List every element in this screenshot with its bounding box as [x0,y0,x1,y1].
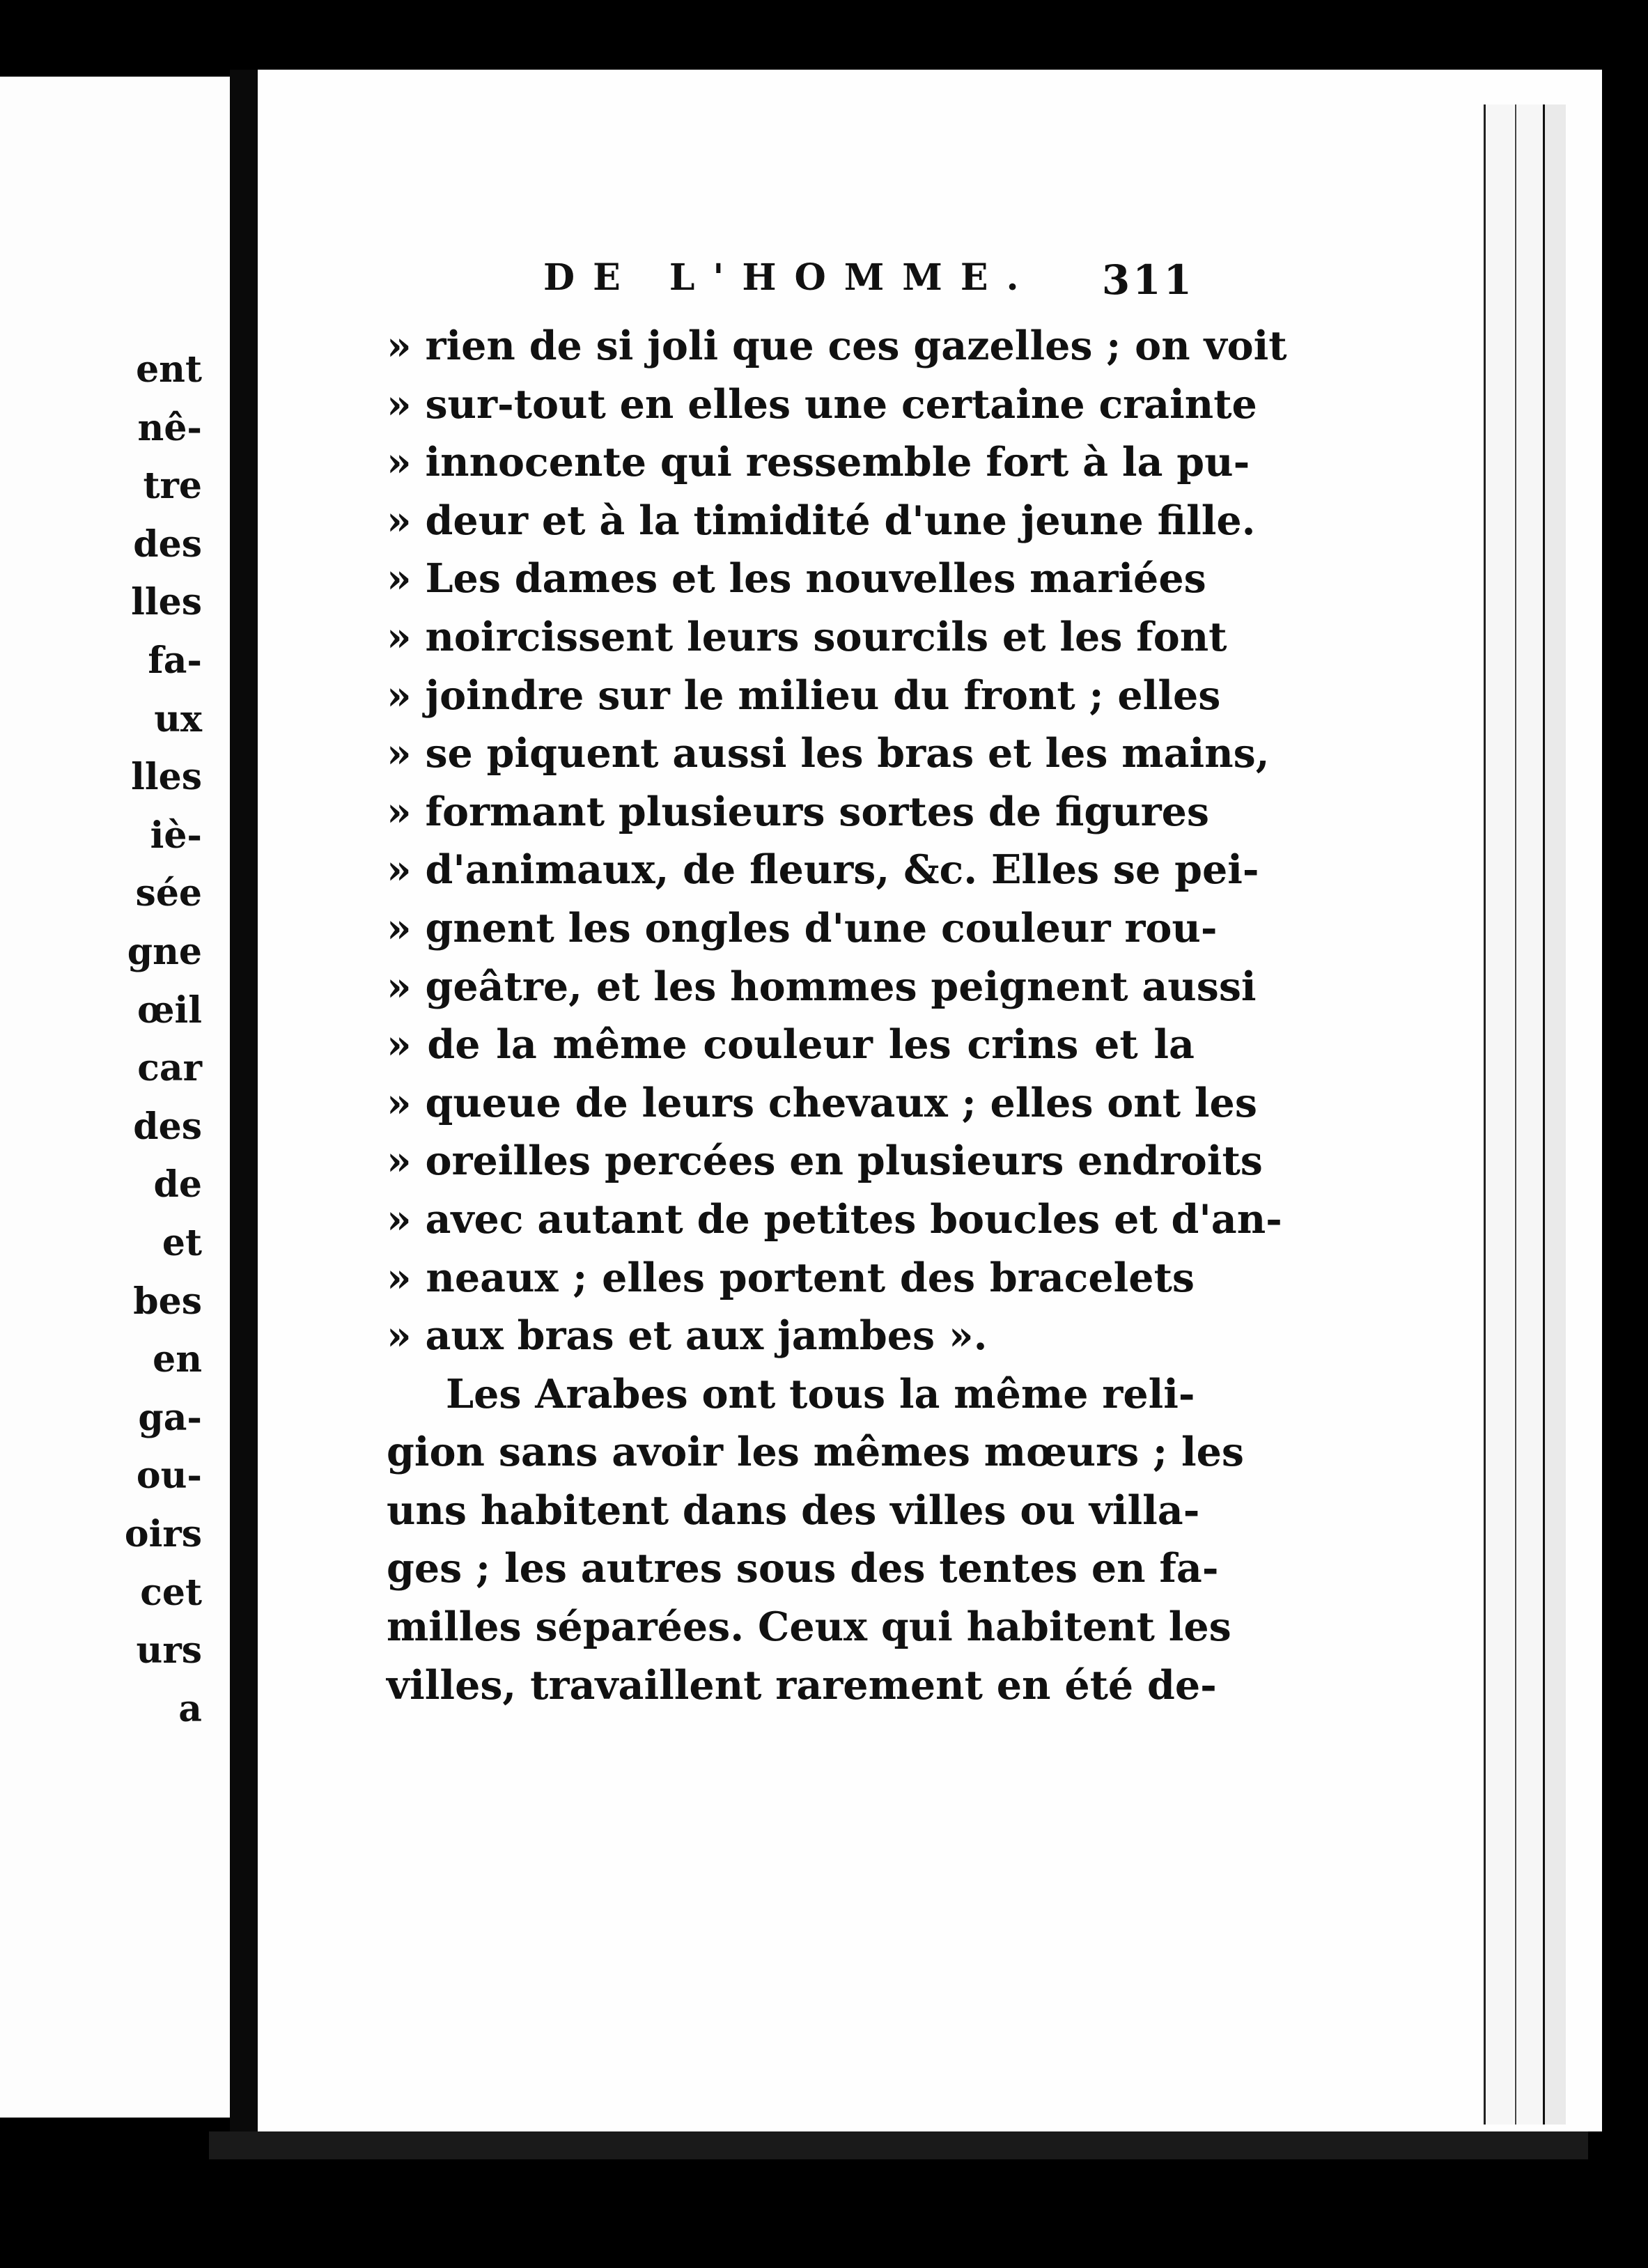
text-line: villes, travaillent rarement en été de- [387,1661,1217,1709]
text-line: » sur-tout en elles une certaine crainte [387,380,1257,428]
facing-page-line-fragment: des [133,1105,202,1148]
text-line: Les Arabes ont tous la même reli- [446,1370,1195,1418]
facing-page-line-fragment: et [162,1222,202,1264]
facing-page-line-fragment: urs [136,1629,202,1672]
facing-page-line-fragment: sée [135,872,202,915]
facing-page-line-fragment: cet [140,1571,202,1614]
body-text [387,317,1287,1714]
text-line: ges ; les autres sous des tentes en fa- [387,1545,1219,1592]
text-line: » deur et à la timidité d'une jeune fille. [387,497,1256,544]
facing-page-line-fragment: œil [137,988,202,1032]
page-edge [1484,104,1514,2125]
page-edge [1543,104,1566,2125]
page-bottom-shadow [209,2131,1588,2159]
facing-page-fragment [0,77,234,2118]
text-line: » neaux ; elles portent des bracelets [387,1254,1195,1301]
facing-page-line-fragment: ou- [136,1454,202,1498]
facing-page-line-fragment: iè- [150,814,202,857]
text-line: » joindre sur le milieu du front ; elles [387,671,1221,719]
facing-page-line-fragment: oirs [124,1513,202,1555]
facing-page-line-fragment: bes [133,1280,202,1323]
facing-page-line-fragment: des [133,522,202,566]
text-line: » formant plusieurs sortes de figures [387,788,1210,835]
facing-page-line-fragment: gne [127,931,202,973]
text-line: » noircissent leurs sourcils et les font [387,613,1227,660]
facing-page-line-fragment: lles [131,756,202,799]
facing-page-line-fragment: ga- [138,1396,202,1439]
facing-page-line-fragment: de [153,1163,202,1206]
page-edge [1515,104,1544,2125]
text-line: » oreilles percées en plusieurs endroits [387,1137,1263,1185]
text-line: » innocente qui ressemble fort à la pu- [387,439,1250,486]
text-line: uns habitent dans des villes ou villa- [387,1486,1200,1534]
text-line: » aux bras et aux jambes ». [387,1312,988,1360]
text-line: » rien de si joli que ces gazelles ; on voit [387,323,1287,369]
page-number: 311 [1101,256,1195,304]
text-line: » geâtre, et les hommes peignent aussi [387,963,1257,1010]
facing-page-line-fragment: nê- [137,406,202,449]
facing-page-line-fragment: tre [143,465,202,508]
facing-page-line-fragment: a [178,1687,202,1730]
text-line: » de la même couleur les crins et la [387,1021,1195,1069]
text-line: milles séparées. Ceux qui habitent les [387,1603,1231,1651]
text-line: » avec autant de petites boucles et d'an- [387,1195,1282,1243]
text-line: » queue de leurs chevaux ; elles ont les [387,1079,1257,1126]
text-line: » se piquent aussi les bras et les mains, [387,730,1270,777]
running-title: DE L'HOMME. [543,256,1037,299]
book-gutter [230,70,258,2131]
facing-page-line-fragment: ent [136,348,202,391]
text-line: » d'animaux, de fleurs, &c. Elles se pei- [387,846,1259,894]
facing-page-line-fragment: en [153,1338,202,1381]
facing-page-line-fragment: fa- [148,639,202,682]
facing-page-line-fragment: car [137,1047,202,1090]
text-line: » Les dames et les nouvelles mariées [387,555,1206,603]
facing-page-line-fragment: ux [154,697,202,740]
facing-page-line-fragment: lles [131,581,202,624]
running-head [543,256,1195,304]
text-line: gion sans avoir les mêmes mœurs ; les [387,1429,1244,1476]
text-line: » gnent les ongles d'une couleur rou- [387,904,1218,952]
